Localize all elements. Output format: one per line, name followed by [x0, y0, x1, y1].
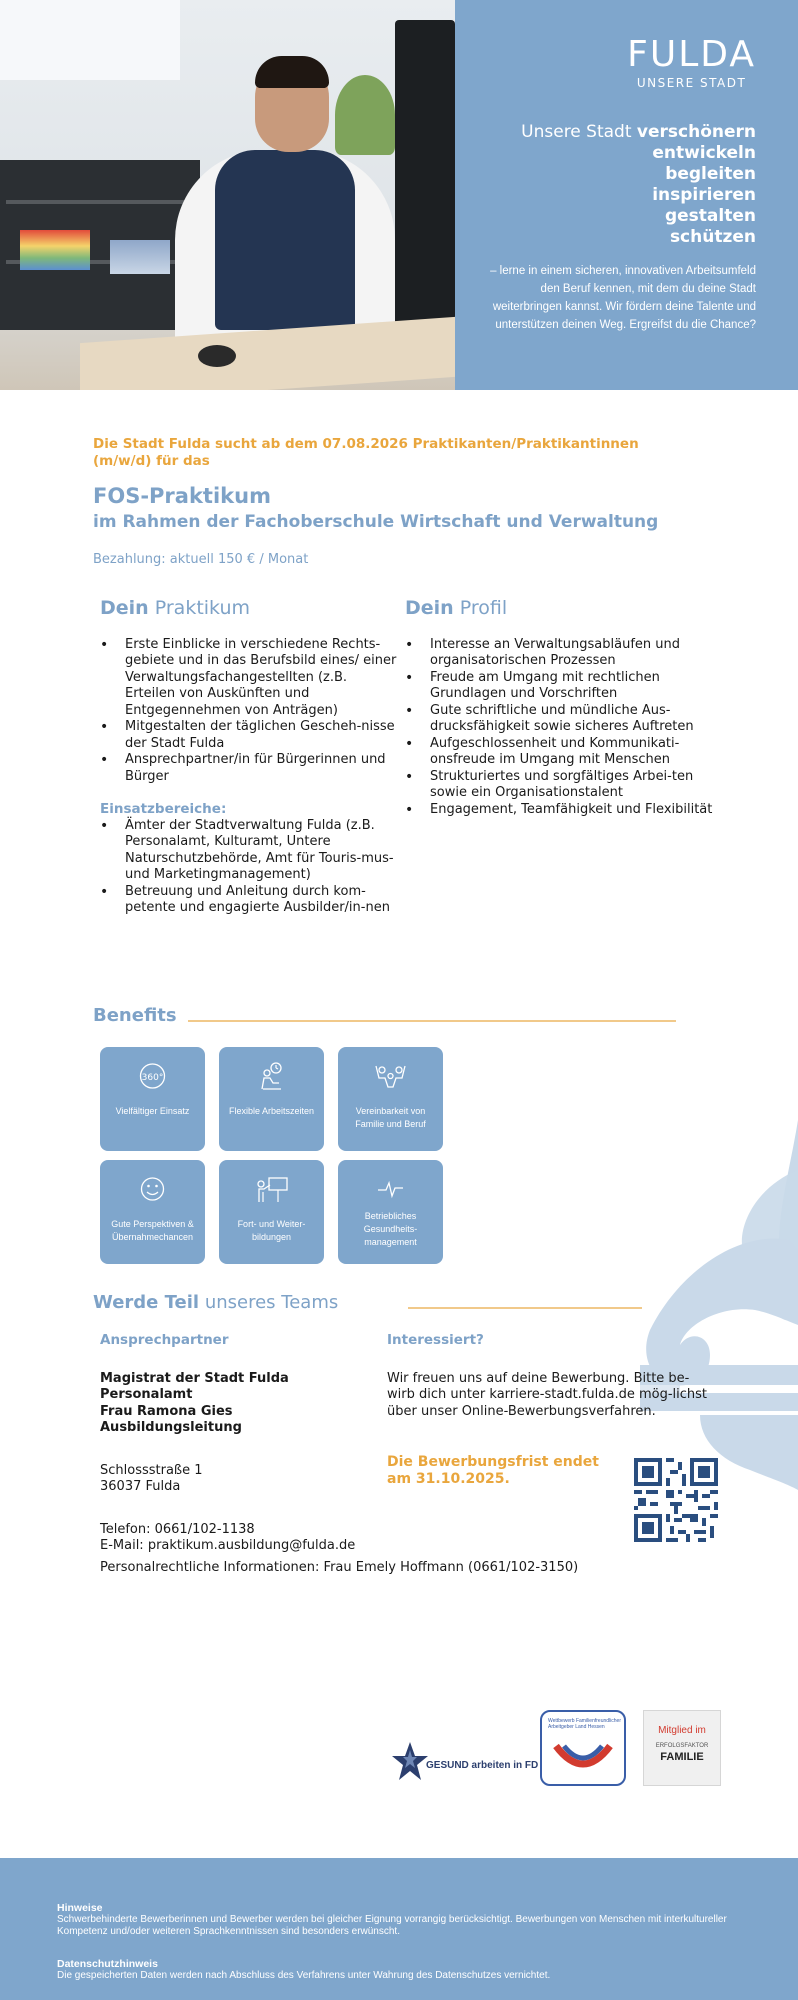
contact-street: Schlossstraße 1 — [100, 1462, 203, 1478]
footer-hints — [57, 1902, 757, 1938]
benefit-tile — [100, 1160, 205, 1264]
hessen-award-text: Wettbewerb Familienfreundlicher Arbeitgeber Land Hessen — [548, 1718, 621, 1730]
verb-item: inspirieren — [652, 185, 756, 205]
praktikum-list — [100, 637, 400, 786]
team-divider — [408, 1307, 642, 1309]
contact-section — [100, 1332, 400, 1555]
benefit-tile — [219, 1047, 324, 1151]
heartbeat-icon — [338, 1174, 443, 1204]
360-icon — [100, 1061, 205, 1091]
benefit-label: Betriebliches Gesundheits-management — [363, 1211, 418, 1247]
deadline-text: Die Bewerbungsfrist endet am 31.10.2025. — [387, 1454, 599, 1487]
benefit-tile — [219, 1160, 324, 1264]
contact-person: Frau Ramona Gies — [100, 1403, 233, 1419]
familie-member-text: Mitglied im — [658, 1725, 706, 1736]
profil-section — [405, 597, 715, 818]
contact-dept: Personalamt — [100, 1387, 193, 1402]
profil-heading: Dein Profil — [405, 597, 508, 619]
interest-text: Wir freuen uns auf deine Bewerbung. Bitte be-wirb dich unter karriere-stadt.fulda.de mög-lichst über unser Online-Bewerbungsverfahren. — [387, 1370, 708, 1419]
contact-role: Ausbildungsleitung — [100, 1420, 242, 1435]
benefit-tile — [100, 1047, 205, 1151]
benefit-label: Flexible Arbeitszeiten — [228, 1106, 315, 1116]
verb-item: schützen — [669, 227, 756, 247]
logo-word: FULDA — [627, 34, 756, 75]
list-item: • Aufgeschlossenheit und Kommunikati-onsfreude im Umgang mit Menschen — [405, 736, 715, 769]
fleur-de-lis-watermark — [640, 1110, 798, 1490]
svg-text:360°: 360° — [141, 1073, 164, 1083]
gesund-logo — [390, 1740, 539, 1784]
hero-banner — [0, 0, 798, 390]
list-item: • Erste Einblicke in verschiedene Rechts-gebiete und in das Berufsbild eines/ einer Verwaltungsfachangestellten (z.B. Erteilen von Auskünften und Entgegennehmen von Anträgen) — [100, 637, 400, 720]
interest-heading: Interessiert? — [387, 1332, 484, 1348]
verb-item: verschönern — [636, 122, 756, 142]
verbs-lead: Unsere Stadt — [521, 122, 632, 142]
benefit-label: Gute Perspektiven & Übernahmechancen — [111, 1219, 194, 1242]
list-item: • Ämter der Stadtverwaltung Fulda (z.B. Personalamt, Kulturamt, Untere Naturschutzbehörde, Amt für Touris-mus- und Marketingmanagement) — [100, 818, 400, 884]
contact-org: Magistrat der Stadt Fulda — [100, 1370, 289, 1386]
praktikum-heading: Dein Praktikum — [100, 597, 251, 619]
benefit-label: Vielfältiger Einsatz — [115, 1106, 190, 1116]
benefits-divider — [188, 1020, 676, 1022]
list-item: • Strukturiertes und sorgfältiges Arbei-ten sowie ein Organisationstalent — [405, 769, 715, 802]
list-item: • Betreuung und Anleitung durch kom-petente und engagierte Ausbilder/in-nen — [100, 884, 400, 917]
benefit-tile — [338, 1160, 443, 1264]
familie-logo — [643, 1710, 721, 1786]
intro-text: Die Stadt Fulda sucht ab dem 07.08.2026 Praktikanten/Praktikantinnen (m/w/d) für das — [93, 436, 639, 469]
privacy-text: Die gespeicherten Daten werden nach Abschluss des Verfahrens unter Wahrung des Datenschutzes vernichtet. — [57, 1970, 551, 1981]
benefits-heading: Benefits — [93, 1005, 177, 1026]
verb-item: begleiten — [665, 164, 756, 184]
gesund-logo-text: GESUND arbeiten in FD — [426, 1760, 539, 1771]
smiley-icon — [100, 1174, 205, 1204]
contact-city: 36037 Fulda — [100, 1479, 181, 1494]
footer-privacy — [57, 1958, 757, 1982]
contact-email[interactable]: E-Mail: praktikum.ausbildung@fulda.de — [100, 1538, 356, 1553]
list-item: • Engagement, Teamfähigkeit und Flexibilität — [405, 802, 715, 819]
privacy-heading: Datenschutzhinweis — [57, 1958, 158, 1970]
verb-item: entwickeln — [652, 143, 756, 163]
benefit-tile — [338, 1047, 443, 1151]
partner-logos — [390, 1710, 720, 1790]
hero-panel — [455, 0, 798, 390]
praktikum-section — [100, 597, 400, 917]
star-figure-icon — [390, 1740, 430, 1784]
team-heading: Werde Teil unseres Teams — [93, 1292, 339, 1313]
pay-info: Bezahlung: aktuell 150 € / Monat — [93, 552, 309, 567]
interest-section — [387, 1332, 707, 1420]
hints-text: Schwerbehinderte Bewerberinnen und Bewerber werden bei gleicher Eignung vorrangig berücksichtigt. Bewerbungen von Menschen mit interkultureller Kompetenz und/oder weiteren Sprachkenntnissen sind besonders erwünscht. — [57, 1914, 727, 1937]
areas-list — [100, 818, 400, 917]
page-title: FOS-Praktikum — [93, 484, 271, 508]
family-icon — [338, 1061, 443, 1091]
logo-subtitle: UNSERE STADT — [636, 76, 747, 90]
benefit-label: Fort- und Weiter-bildungen — [237, 1219, 306, 1242]
page-subtitle: im Rahmen der Fachoberschule Wirtschaft und Verwaltung — [93, 512, 659, 532]
list-item: • Interesse an Verwaltungsabläufen und organisatorischen Prozessen — [405, 637, 715, 670]
personal-info: Personalrechtliche Informationen: Frau Emely Hoffmann (0661/102-3150) — [100, 1560, 579, 1575]
familie-main-text: FAMILIE — [660, 1751, 704, 1763]
list-item: • Mitgestalten der täglichen Gescheh-nisse der Stadt Fulda — [100, 719, 400, 752]
hessen-emblem-icon — [542, 1712, 624, 1784]
hints-heading: Hinweise — [57, 1902, 103, 1914]
hero-verbs — [521, 122, 756, 248]
list-item: • Freude am Umgang mit rechtlichen Grundlagen und Vorschriften — [405, 670, 715, 703]
flexible-time-icon — [219, 1061, 324, 1091]
presentation-icon — [219, 1174, 324, 1204]
fulda-logo — [627, 36, 756, 90]
benefit-label: Vereinbarkeit von Familie und Beruf — [355, 1106, 426, 1129]
hessen-award-logo — [540, 1710, 626, 1786]
hero-text: – lerne in einem sicheren, innovativen Arbeitsumfeld den Beruf kennen, mit dem du deine Stadt weiterbringen kannst. Wir fördern deine Talente und unterstützen deinen Weg. Ergreifst du die Chance? — [490, 265, 756, 331]
contact-heading: Ansprechpartner — [100, 1332, 229, 1348]
familie-sub-text: ERFOLGSFAKTOR — [655, 1743, 709, 1749]
contact-phone: Telefon: 0661/102-1138 — [100, 1521, 255, 1537]
profil-list — [405, 637, 715, 819]
footer — [0, 1858, 798, 2000]
areas-heading: Einsatzbereiche: — [100, 801, 227, 817]
verb-item: gestalten — [664, 206, 756, 226]
qr-code[interactable] — [634, 1458, 718, 1542]
hero-photo — [0, 0, 455, 390]
list-item: • Ansprechpartner/in für Bürgerinnen und Bürger — [100, 752, 400, 785]
list-item: • Gute schriftliche und mündliche Aus-drucksfähigkeit sowie sicheres Auftreten — [405, 703, 715, 736]
